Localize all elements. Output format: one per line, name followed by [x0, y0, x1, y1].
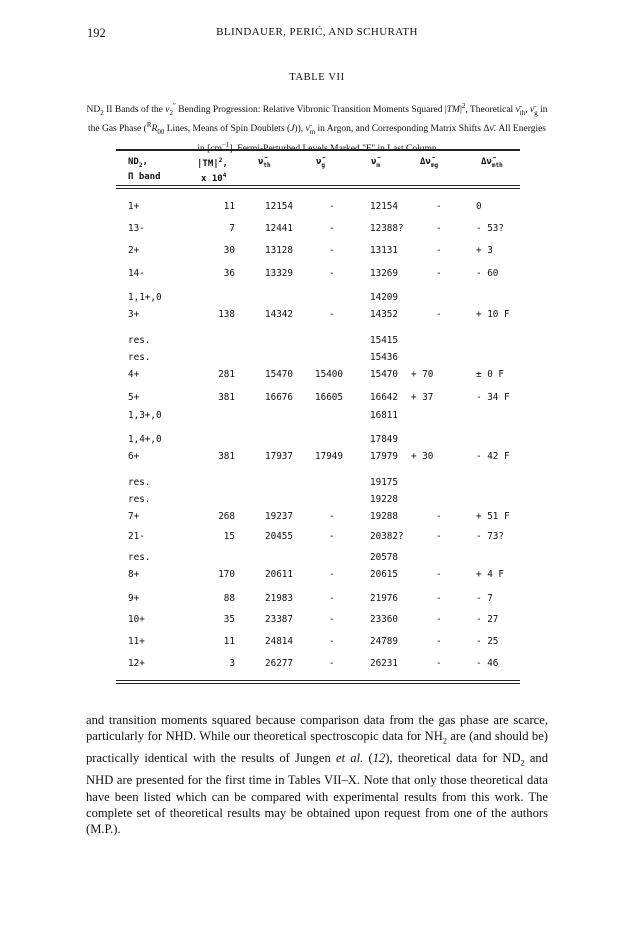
cell-delta-mth: + 51 F [476, 511, 510, 522]
cell-tm: 11 [223, 201, 235, 212]
cell-matrix: 20578 [370, 552, 398, 563]
cell-matrix: 16811 [370, 410, 398, 421]
cell-delta-mg: - [436, 245, 442, 256]
cell-delta-mth: - 53? [476, 223, 504, 234]
table-row [0, 392, 625, 404]
table-row [0, 369, 625, 381]
cell-theoretical: 20611 [265, 569, 293, 580]
header-gas: $\nū_g$ [316, 157, 326, 169]
cell-gas: 16605 [315, 392, 343, 403]
running-head [87, 26, 547, 44]
cell-theoretical: 17937 [265, 451, 293, 462]
cell-gas: - [329, 245, 335, 256]
header-tm-top: $|TM|^2$, [197, 157, 228, 169]
cell-tm: 381 [218, 392, 235, 403]
table-row [0, 593, 625, 605]
cell-delta-mth: - 46 [476, 658, 499, 669]
table-row [0, 245, 625, 257]
cell-delta-mg: - [436, 201, 442, 212]
header-band-top: $ND_2$, [128, 157, 148, 169]
cell-gas: 17949 [315, 451, 343, 462]
cell-tm: 281 [218, 369, 235, 380]
cell-theoretical: 26277 [265, 658, 293, 669]
table-bottom-rule-thin [116, 683, 520, 684]
cell-theoretical: 21983 [265, 593, 293, 604]
table-header-rule [116, 185, 520, 186]
cell-gas: - [329, 309, 335, 320]
cell-delta-mg: - [436, 569, 442, 580]
cell-delta-mg: - [436, 636, 442, 647]
cell-gas: - [329, 201, 335, 212]
table-row [0, 614, 625, 626]
cell-delta-mth: - 25 [476, 636, 499, 647]
cell-band: 6+ [128, 451, 140, 462]
cell-matrix: 16642 [370, 392, 398, 403]
cell-delta-mg: - [436, 614, 442, 625]
cell-matrix: 14352 [370, 309, 398, 320]
table-row [0, 335, 625, 347]
cell-gas: - [329, 636, 335, 647]
table-caption: $ND_2$ II Bands of the $\nu_2''$ Bending Progression: Relative Vibronic Transition Moments Squared $|TM|^2$, Theoretical $\nū_{th}$, $\nū_g$ in the Gas Phase ($^RR_{00}$ Lines, Means of Spin Doublets (J)), $\nū_m$ in Argon, and Corresponding Matrix Shifts Δν̄. All Energies $^{-1}$ [86, 102, 548, 149]
table-row [0, 451, 625, 463]
cell-matrix: 15415 [370, 335, 398, 346]
cell-delta-mg: + 70 [411, 369, 434, 380]
cell-band: res. [128, 552, 151, 563]
table-row [0, 309, 625, 321]
header-delta-mg: $\Delta\nū_{mg}$ [420, 157, 439, 169]
table-top-rule [116, 149, 520, 151]
cell-tm: 7 [229, 223, 235, 234]
cell-tm: 11 [223, 636, 235, 647]
cell-band: 1,1+,0 [128, 292, 162, 303]
header-delta-mth: $\Delta\nū_{mth}$ [481, 157, 503, 169]
cell-delta-mg: - [436, 309, 442, 320]
cell-gas: - [329, 531, 335, 542]
cell-band: 9+ [128, 593, 140, 604]
cell-gas: - [329, 614, 335, 625]
cell-theoretical: 12154 [265, 201, 293, 212]
table-row [0, 569, 625, 581]
cell-gas: 15400 [315, 369, 343, 380]
cell-delta-mth: + 10 F [476, 309, 510, 320]
cell-delta-mth: - 42 F [476, 451, 510, 462]
cell-theoretical: 13128 [265, 245, 293, 256]
cell-delta-mg: - [436, 268, 442, 279]
cell-tm: 88 [223, 593, 235, 604]
cell-theoretical: 14342 [265, 309, 293, 320]
cell-delta-mg: + 30 [411, 451, 434, 462]
cell-tm: 36 [223, 268, 235, 279]
cell-matrix: 20615 [370, 569, 398, 580]
table-row [0, 531, 625, 543]
cell-band: 11+ [128, 636, 145, 647]
cell-band: 21- [128, 531, 145, 542]
cell-matrix: 14209 [370, 292, 398, 303]
cell-band: res. [128, 477, 151, 488]
cell-delta-mth: + 3 [476, 245, 493, 256]
table-row [0, 552, 625, 564]
table-row [0, 434, 625, 446]
cell-band: 8+ [128, 569, 140, 580]
cell-matrix: 13131 [370, 245, 398, 256]
table-row [0, 636, 625, 648]
cell-band: 5+ [128, 392, 140, 403]
cell-matrix: 19228 [370, 494, 398, 505]
cell-matrix: 24789 [370, 636, 398, 647]
cell-delta-mth: - 73? [476, 531, 504, 542]
cell-delta-mg: - [436, 223, 442, 234]
header-matrix: $\nū_m$ [371, 157, 381, 169]
table-row [0, 410, 625, 422]
cell-theoretical: 16676 [265, 392, 293, 403]
cell-gas: - [329, 593, 335, 604]
cell-tm: 35 [223, 614, 235, 625]
table-row [0, 268, 625, 280]
table-row [0, 658, 625, 670]
cell-delta-mg: - [436, 593, 442, 604]
cell-theoretical: 12441 [265, 223, 293, 234]
cell-theoretical: 13329 [265, 268, 293, 279]
table-header-rule-thin [116, 188, 520, 189]
cell-delta-mth: ± 0 F [476, 369, 504, 380]
cell-gas: - [329, 511, 335, 522]
page-number: 192 [87, 26, 106, 40]
cell-delta-mth: 0 [476, 201, 482, 212]
table-row [0, 511, 625, 523]
cell-tm: 170 [218, 569, 235, 580]
table-row [0, 352, 625, 364]
cell-tm: 30 [223, 245, 235, 256]
cell-gas: - [329, 223, 335, 234]
body-paragraph: and transition moments squared because comparison data from the gas phase are scarce, particularly for NHD. While our theoretical spectroscopic data for $NH_2$ are (and should be) practically identical with the results of Jungen et al. (12), theoretical data for $ND_2$ and NHD are presented for the first time in Tables VII–X. Note that only those theoretical data have been listed which can be compared with experimental results from this work. The complete set of theoretical results may be obtained upon request from one of the authors (M.P.). [86, 713, 549, 837]
cell-matrix: 19175 [370, 477, 398, 488]
table-row [0, 292, 625, 304]
cell-delta-mg: - [436, 511, 442, 522]
running-title: BLINDAUER, PERIĆ, AND SCHURATH [216, 26, 418, 38]
cell-delta-mth: + 4 F [476, 569, 504, 580]
cell-band: 12+ [128, 658, 145, 669]
table-row [0, 201, 625, 213]
cell-delta-mg: + 37 [411, 392, 434, 403]
cell-theoretical: 24814 [265, 636, 293, 647]
table-row [0, 477, 625, 489]
cell-band: 7+ [128, 511, 140, 522]
table-row [0, 223, 625, 235]
cell-matrix: 17849 [370, 434, 398, 445]
cell-matrix: 13269 [370, 268, 398, 279]
cell-matrix: 26231 [370, 658, 398, 669]
table-bottom-rule [116, 680, 520, 681]
table-label: TABLE VII [289, 72, 345, 83]
cell-gas: - [329, 569, 335, 580]
cell-matrix: 21976 [370, 593, 398, 604]
cell-delta-mg: - [436, 658, 442, 669]
cell-band: 3+ [128, 309, 140, 320]
cell-tm: 15 [223, 531, 235, 542]
cell-band: 14- [128, 268, 145, 279]
header-theoretical: $\nū_{th}$ [258, 157, 271, 169]
cell-band: 1+ [128, 201, 140, 212]
cell-matrix: 12388? [370, 223, 404, 234]
cell-band: 1,3+,0 [128, 410, 162, 421]
cell-matrix: 15470 [370, 369, 398, 380]
header-band-bottom: Π band [128, 172, 161, 182]
cell-tm: 268 [218, 511, 235, 522]
cell-band: 13- [128, 223, 145, 234]
cell-matrix: 17979 [370, 451, 398, 462]
cell-theoretical: 15470 [265, 369, 293, 380]
cell-matrix: 15436 [370, 352, 398, 363]
cell-matrix: 19288 [370, 511, 398, 522]
cell-band: res. [128, 335, 151, 346]
cell-matrix: 23360 [370, 614, 398, 625]
cell-theoretical: 20455 [265, 531, 293, 542]
cell-band: res. [128, 352, 151, 363]
cell-band: 10+ [128, 614, 145, 625]
cell-gas: - [329, 268, 335, 279]
cell-tm: 138 [218, 309, 235, 320]
cell-tm: 381 [218, 451, 235, 462]
cell-delta-mth: - 34 F [476, 392, 510, 403]
cell-tm: 3 [229, 658, 235, 669]
cell-delta-mth: - 27 [476, 614, 499, 625]
cell-band: res. [128, 494, 151, 505]
cell-band: 2+ [128, 245, 140, 256]
cell-gas: - [329, 658, 335, 669]
cell-delta-mg: - [436, 531, 442, 542]
cell-band: 4+ [128, 369, 140, 380]
cell-delta-mth: - 7 [476, 593, 493, 604]
cell-theoretical: 19237 [265, 511, 293, 522]
cell-theoretical: 23387 [265, 614, 293, 625]
table-row [0, 494, 625, 506]
cell-matrix: 12154 [370, 201, 398, 212]
header-tm-bottom: x $10^4$ [201, 172, 227, 184]
cell-delta-mth: - 60 [476, 268, 499, 279]
cell-band: 1,4+,0 [128, 434, 162, 445]
cell-matrix: 20382? [370, 531, 404, 542]
